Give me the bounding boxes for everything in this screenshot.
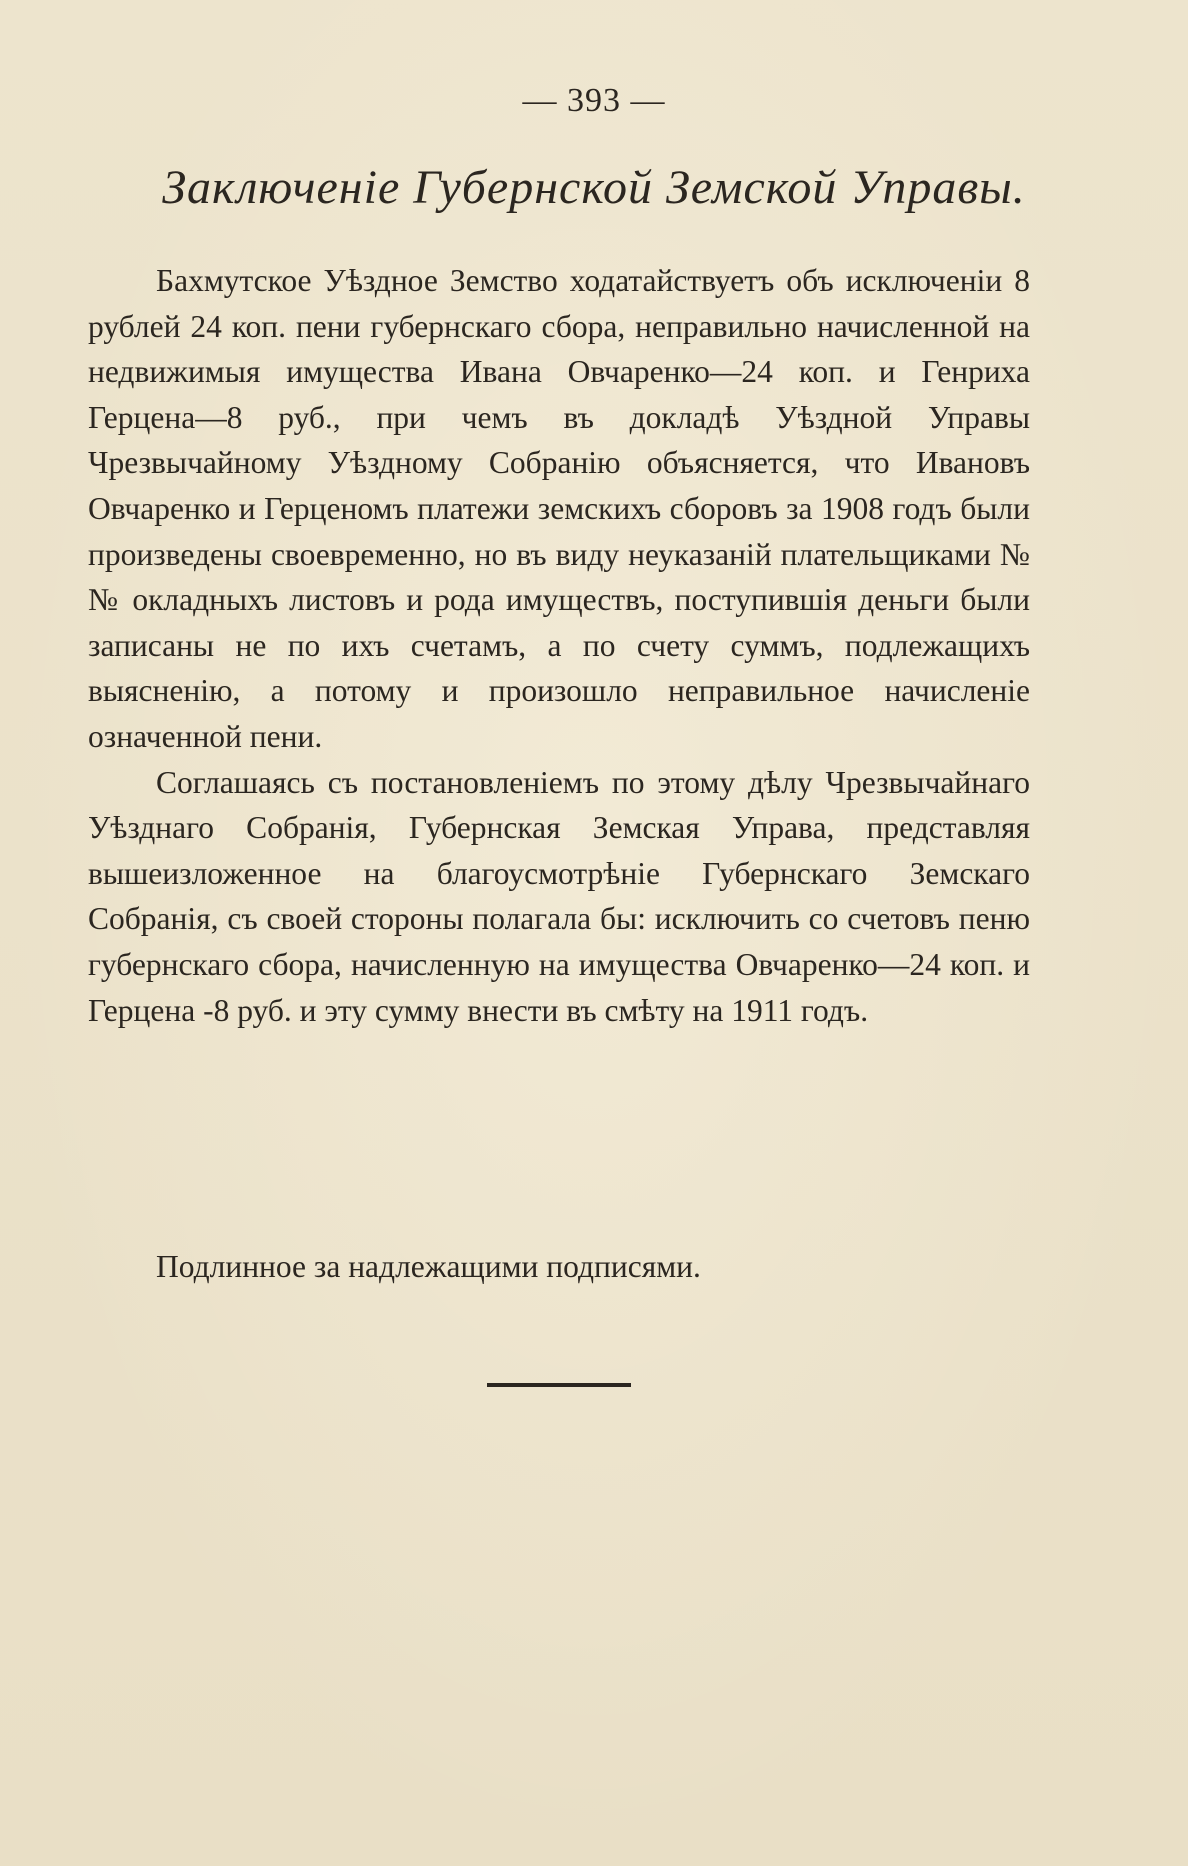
section-heading: Заключеніе Губернской Земской Управы. xyxy=(162,161,1026,214)
body-text xyxy=(88,258,1030,1033)
page-number: — 393 — xyxy=(522,82,666,119)
paragraph-1: Бахмутское Уѣздное Земство ходатайствуетъ объ исключеніи 8 рублей 24 коп. пени губернскаго сбора, неправильно начисленной на недвижимыя имущества Ивана Овчаренко—24 коп. и Генриха Герцена—8 руб., при чемъ въ докладѣ Уѣздной Управы Чрезвычайному Уѣздному Собранію объясняется, что Ивановъ Овчаренко и Герценомъ платежи земскихъ сборовъ за 1908 годъ были произведены своевременно, но въ виду неуказаній плательщиками №№ окладныхъ листовъ и рода имуществъ, поступившія деньги были записаны не по ихъ счетамъ, а по счету суммъ, подлежащихъ выясненію, а потому и произошло неправильное начисленіе означенной пени. xyxy=(88,263,1030,754)
paragraph-2: Соглашаясь съ постановленіемъ по этому дѣлу Чрезвычайнаго Уѣзднаго Собранія, Губернская Земская Управа, представляя вышеизложенное на благоусмотрѣніе Губернскаго Земскаго Собранія, съ своей стороны полагала бы: исключить со счетовъ пеню губернскаго сбора, начисленную на имущества Овчаренко—24 коп. и Герцена -8 руб. и эту сумму внести въ смѣту на 1911 годъ. xyxy=(88,764,1030,1028)
signature-note: Подлинное за надлежащими подписями. xyxy=(156,1249,701,1284)
closing-rule xyxy=(487,1383,631,1387)
